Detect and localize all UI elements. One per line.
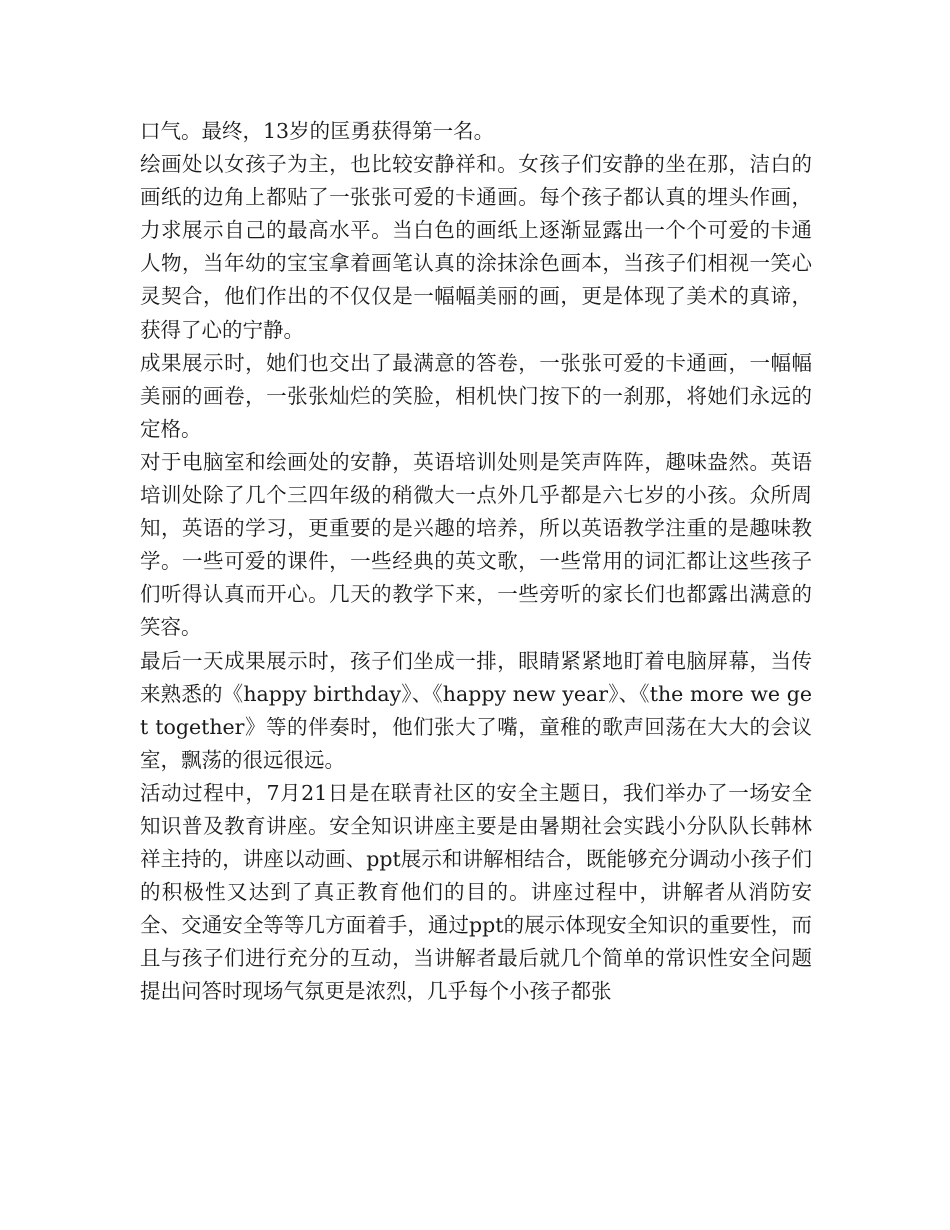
paragraph-1: 口气。最终，13岁的匡勇获得第一名。 [140,119,495,143]
document-body [140,115,812,1009]
paragraph-6: 活动过程中，7月21日是在联青社区的安全主题日，我们举办了一场安全知识普及教育讲座。安全知识讲座主要是由暑期社会实践小分队队长韩林祥主持的，讲座以动画、ppt展示和讲解相结合，既能够充分调动小孩子们的积极性又达到了真正教育他们的目的。讲座过程中，讲解者从消防安全、交通安全等等几方面着手，通过ppt的展示体现安全知识的重要性，而且与孩子们进行充分的互动，当讲解者最后就几个简单的常识性安全问题提出问答时现场气氛更是浓烈，几乎每个小孩子都张 [140,780,812,1004]
paragraph-2: 绘画处以女孩子为主，也比较安静祥和。女孩子们安静的坐在那，洁白的画纸的边角上都贴了一张张可爱的卡通画。每个孩子都认真的埋头作画，力求展示自己的最高水平。当白色的画纸上逐渐显露出一个个可爱的卡通人物，当年幼的宝宝拿着画笔认真的涂抹涂色画本，当孩子们相视一笑心灵契合，他们作出的不仅仅是一幅幅美丽的画，更是体现了美术的真谛，获得了心的宁静。 [140,152,812,342]
paragraph-5: 最后一天成果展示时，孩子们坐成一排，眼睛紧紧地盯着电脑屏幕，当传来熟悉的《happy birthday》、《happy new year》、《the more we get together》等的伴奏时，他们张大了嘴，童稚的歌声回荡在大大的会议室，飘荡的很远很远。 [140,648,812,772]
paragraph-3: 成果展示时，她们也交出了最满意的答卷，一张张可爱的卡通画，一幅幅美丽的画卷，一张张灿烂的笑脸，相机快门按下的一刹那，将她们永远的定格。 [140,350,812,441]
paragraph-4: 对于电脑室和绘画处的安静，英语培训处则是笑声阵阵，趣味盎然。英语培训处除了几个三四年级的稍微大一点外几乎都是六七岁的小孩。众所周知，英语的学习，更重要的是兴趣的培养，所以英语教学注重的是趣味教学。一些可爱的课件，一些经典的英文歌，一些常用的词汇都让这些孩子们听得认真而开心。几天的教学下来，一些旁听的家长们也都露出满意的笑容。 [140,449,812,640]
